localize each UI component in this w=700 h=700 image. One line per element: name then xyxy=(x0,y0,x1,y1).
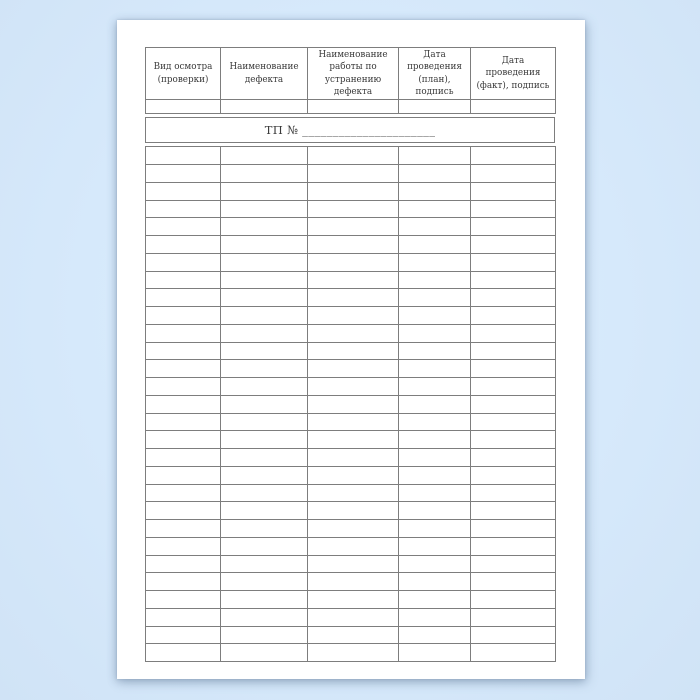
empty-cell xyxy=(146,644,221,662)
empty-cell xyxy=(399,537,471,555)
empty-cell xyxy=(399,342,471,360)
table-row xyxy=(146,413,556,431)
empty-cell xyxy=(471,378,556,396)
empty-cell xyxy=(221,644,308,662)
empty-cell xyxy=(471,200,556,218)
empty-cell xyxy=(471,236,556,254)
empty-cell xyxy=(146,342,221,360)
empty-cell xyxy=(399,147,471,165)
empty-cell xyxy=(146,200,221,218)
empty-cell xyxy=(308,271,399,289)
empty-cell xyxy=(221,555,308,573)
empty-cell xyxy=(399,289,471,307)
table-row xyxy=(146,431,556,449)
empty-cell xyxy=(308,502,399,520)
column-header-date-plan: Дата проведения (план), подпись xyxy=(399,48,471,100)
empty-cell xyxy=(308,591,399,609)
empty-cell xyxy=(471,395,556,413)
empty-cell xyxy=(471,218,556,236)
empty-cell xyxy=(399,307,471,325)
empty-cell xyxy=(146,307,221,325)
table-row xyxy=(146,626,556,644)
empty-cell xyxy=(146,218,221,236)
empty-cell xyxy=(146,360,221,378)
empty-cell xyxy=(146,271,221,289)
table-row xyxy=(146,236,556,254)
table-row xyxy=(146,218,556,236)
table-row xyxy=(146,165,556,183)
table-row xyxy=(146,573,556,591)
empty-cell xyxy=(471,431,556,449)
table-row xyxy=(146,147,556,165)
empty-cell xyxy=(471,147,556,165)
empty-cell xyxy=(471,626,556,644)
empty-cell xyxy=(308,626,399,644)
empty-cell xyxy=(221,271,308,289)
empty-cell xyxy=(221,360,308,378)
empty-cell xyxy=(308,342,399,360)
empty-cell xyxy=(308,555,399,573)
table-row xyxy=(146,502,556,520)
empty-cell xyxy=(221,253,308,271)
empty-cell xyxy=(146,395,221,413)
table-row xyxy=(146,182,556,200)
tp-number-table xyxy=(145,117,555,143)
table-row xyxy=(146,537,556,555)
empty-cell xyxy=(221,431,308,449)
header-empty-row xyxy=(146,100,556,114)
empty-cell xyxy=(146,466,221,484)
empty-cell xyxy=(471,591,556,609)
empty-cell xyxy=(146,165,221,183)
empty-cell xyxy=(308,200,399,218)
table-row xyxy=(146,378,556,396)
table-row xyxy=(146,466,556,484)
table-row xyxy=(146,253,556,271)
empty-cell xyxy=(308,608,399,626)
table-row xyxy=(146,520,556,538)
empty-cell xyxy=(221,626,308,644)
empty-cell xyxy=(221,537,308,555)
empty-cell xyxy=(221,591,308,609)
empty-cell xyxy=(399,431,471,449)
tp-number-label: ТП № ______________________ xyxy=(146,118,555,143)
table-row xyxy=(146,484,556,502)
empty-cell xyxy=(146,182,221,200)
empty-cell xyxy=(399,626,471,644)
empty-cell xyxy=(308,147,399,165)
empty-cell xyxy=(146,324,221,342)
tp-number-row xyxy=(146,118,555,143)
empty-cell xyxy=(399,271,471,289)
empty-cell xyxy=(308,182,399,200)
empty-cell xyxy=(221,342,308,360)
empty-cell xyxy=(399,182,471,200)
empty-cell xyxy=(308,165,399,183)
empty-cell xyxy=(221,200,308,218)
empty-cell xyxy=(221,236,308,254)
empty-cell xyxy=(399,218,471,236)
empty-cell xyxy=(221,573,308,591)
column-header-defect-name: Наименование дефекта xyxy=(221,48,308,100)
empty-cell xyxy=(471,165,556,183)
table-row xyxy=(146,307,556,325)
empty-cell xyxy=(221,395,308,413)
table-row xyxy=(146,289,556,307)
empty-cell xyxy=(471,466,556,484)
empty-cell xyxy=(471,608,556,626)
empty-cell xyxy=(399,378,471,396)
empty-cell xyxy=(146,449,221,467)
empty-cell xyxy=(471,289,556,307)
empty-cell xyxy=(221,466,308,484)
empty-cell xyxy=(308,378,399,396)
empty-cell xyxy=(146,236,221,254)
empty-cell xyxy=(221,502,308,520)
table-row xyxy=(146,360,556,378)
empty-cell xyxy=(308,218,399,236)
empty-cell xyxy=(221,484,308,502)
empty-cell xyxy=(471,502,556,520)
empty-cell xyxy=(471,324,556,342)
empty-cell xyxy=(146,484,221,502)
empty-cell xyxy=(308,289,399,307)
empty-cell xyxy=(399,573,471,591)
empty-cell xyxy=(399,253,471,271)
empty-cell xyxy=(146,289,221,307)
empty-cell xyxy=(221,520,308,538)
empty-cell xyxy=(146,555,221,573)
empty-cell xyxy=(471,484,556,502)
empty-cell xyxy=(471,644,556,662)
empty-cell xyxy=(471,307,556,325)
empty-cell xyxy=(221,147,308,165)
empty-cell xyxy=(399,449,471,467)
table-row xyxy=(146,200,556,218)
empty-cell xyxy=(146,147,221,165)
header-row xyxy=(146,48,556,100)
empty-cell xyxy=(471,537,556,555)
empty-cell xyxy=(471,555,556,573)
empty-cell xyxy=(221,608,308,626)
table-row xyxy=(146,449,556,467)
empty-cell xyxy=(146,378,221,396)
empty-cell xyxy=(146,520,221,538)
empty-cell xyxy=(308,253,399,271)
empty-cell xyxy=(399,502,471,520)
empty-cell xyxy=(146,413,221,431)
empty-cell xyxy=(399,484,471,502)
empty-cell xyxy=(399,360,471,378)
empty-cell xyxy=(308,644,399,662)
empty-cell xyxy=(146,608,221,626)
empty-cell xyxy=(399,200,471,218)
empty-cell xyxy=(221,378,308,396)
empty-cell xyxy=(308,395,399,413)
empty-cell xyxy=(471,360,556,378)
empty-cell xyxy=(221,100,308,114)
empty-cell xyxy=(471,342,556,360)
empty-cell xyxy=(146,253,221,271)
empty-cell xyxy=(308,324,399,342)
empty-cell xyxy=(221,413,308,431)
table-row xyxy=(146,395,556,413)
empty-cell xyxy=(146,591,221,609)
empty-cell xyxy=(399,236,471,254)
empty-cell xyxy=(471,520,556,538)
empty-cell xyxy=(399,100,471,114)
empty-cell xyxy=(221,182,308,200)
empty-cell xyxy=(399,555,471,573)
empty-cell xyxy=(146,626,221,644)
empty-cell xyxy=(308,431,399,449)
empty-cell xyxy=(146,100,221,114)
empty-cell xyxy=(308,466,399,484)
empty-cell xyxy=(399,324,471,342)
empty-cell xyxy=(471,573,556,591)
empty-cell xyxy=(471,100,556,114)
table-row xyxy=(146,271,556,289)
empty-cell xyxy=(308,307,399,325)
column-header-date-fact: Дата проведения (факт), подпись xyxy=(471,48,556,100)
empty-cell xyxy=(221,165,308,183)
empty-cell xyxy=(308,484,399,502)
empty-cell xyxy=(399,395,471,413)
table-row xyxy=(146,555,556,573)
empty-cell xyxy=(221,307,308,325)
empty-cell xyxy=(399,520,471,538)
empty-cell xyxy=(399,466,471,484)
empty-cell xyxy=(308,236,399,254)
empty-cell xyxy=(146,573,221,591)
table-row xyxy=(146,342,556,360)
empty-cell xyxy=(221,218,308,236)
empty-cell xyxy=(221,289,308,307)
empty-cell xyxy=(471,182,556,200)
table-row xyxy=(146,591,556,609)
empty-cell xyxy=(399,165,471,183)
column-header-inspection-type: Вид осмотра (проверки) xyxy=(146,48,221,100)
table-row xyxy=(146,608,556,626)
empty-cell xyxy=(146,431,221,449)
empty-cell xyxy=(308,360,399,378)
table-row xyxy=(146,324,556,342)
empty-cell xyxy=(308,413,399,431)
paper-sheet xyxy=(117,20,585,679)
empty-cell xyxy=(146,537,221,555)
table-row xyxy=(146,644,556,662)
empty-cell xyxy=(471,413,556,431)
empty-cell xyxy=(399,644,471,662)
empty-cell xyxy=(399,591,471,609)
empty-cell xyxy=(308,520,399,538)
empty-cell xyxy=(471,253,556,271)
empty-cell xyxy=(308,573,399,591)
form-body-table xyxy=(145,146,556,662)
empty-cell xyxy=(471,271,556,289)
form-header-table xyxy=(145,47,556,114)
empty-cell xyxy=(471,449,556,467)
empty-cell xyxy=(221,324,308,342)
empty-cell xyxy=(308,100,399,114)
empty-cell xyxy=(146,502,221,520)
body-rows xyxy=(146,147,556,662)
empty-cell xyxy=(399,413,471,431)
column-header-repair-work-name: Наименование работы по устранению дефекта xyxy=(308,48,399,100)
empty-cell xyxy=(308,449,399,467)
empty-cell xyxy=(399,608,471,626)
empty-cell xyxy=(308,537,399,555)
empty-cell xyxy=(221,449,308,467)
